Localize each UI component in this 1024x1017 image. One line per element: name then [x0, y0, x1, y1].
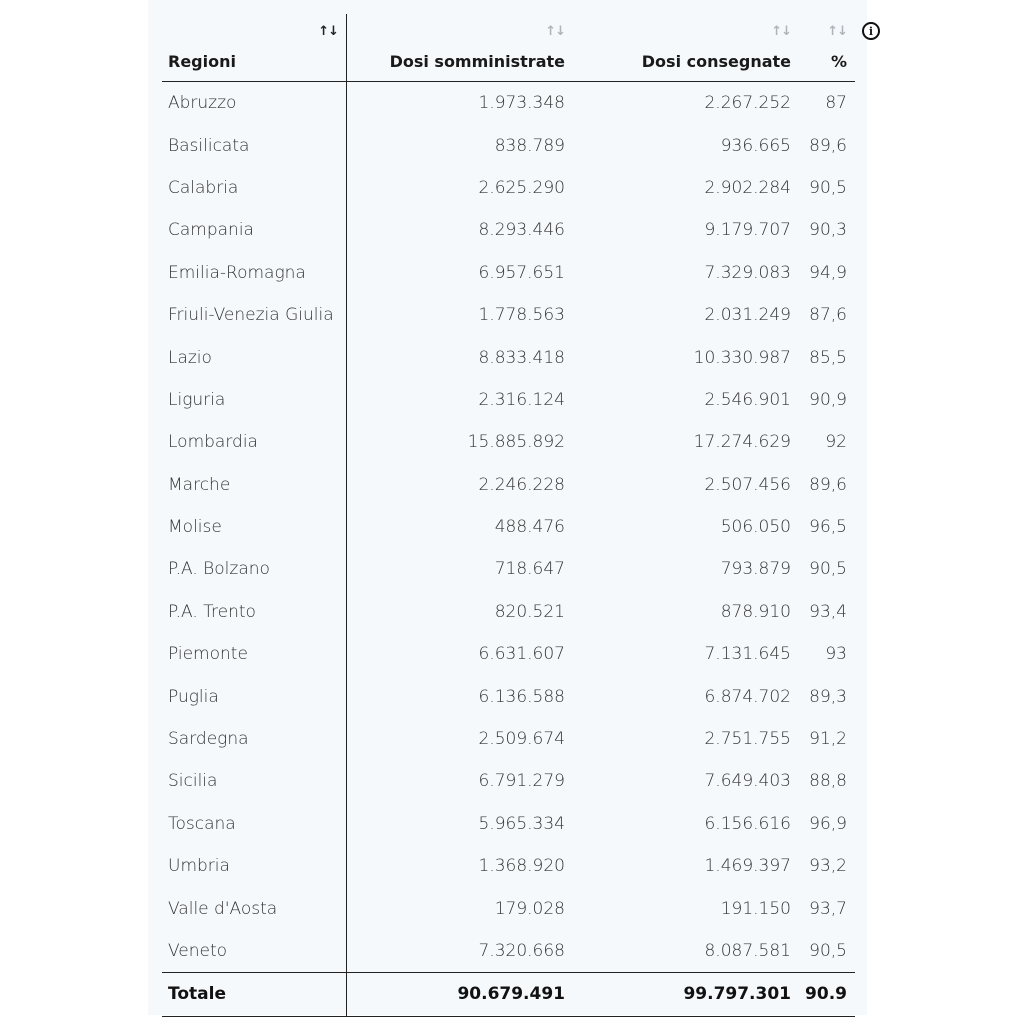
cell-percent: 92	[825, 432, 847, 453]
cell-percent: 87	[825, 93, 847, 114]
cell-consegnate: 2.267.252	[704, 93, 791, 114]
cell-consegnate: 7.649.403	[704, 771, 791, 792]
cell-region: Toscana	[162, 803, 347, 845]
vaccine-doses-table	[162, 14, 855, 1017]
cell-somministrate: 7.320.668	[478, 941, 565, 961]
cell-percent: 91,2	[809, 729, 847, 750]
table-row	[162, 760, 855, 802]
cell-region: Valle d'Aosta	[162, 887, 347, 929]
info-icon[interactable]: i	[862, 22, 880, 40]
cell-somministrate: 90.679.491	[347, 973, 574, 1016]
cell-somministrate: 6.957.651	[478, 262, 565, 283]
table-row	[162, 421, 855, 463]
cell-consegnate: 9.179.707	[704, 220, 791, 241]
header-regioni-label: Regioni	[168, 52, 236, 71]
cell-percent: 90,9	[809, 389, 847, 410]
table-row	[162, 803, 855, 845]
cell-somministrate: 488.476	[494, 517, 565, 538]
cell-somministrate: 1.973.348	[478, 93, 565, 114]
cell-somministrate: 6.631.607	[478, 644, 565, 665]
cell-consegnate: 10.330.987	[693, 347, 791, 368]
cell-region: P.A. Trento	[162, 591, 347, 633]
cell-region: P.A. Bolzano	[162, 548, 347, 590]
table-row	[162, 167, 855, 209]
cell-consegnate: 2.507.456	[704, 474, 791, 495]
cell-percent: 89,6	[809, 474, 847, 495]
cell-somministrate: 6.791.279	[478, 771, 565, 792]
cell-somministrate: 718.647	[494, 559, 565, 580]
cell-percent: 87,6	[809, 305, 847, 326]
cell-consegnate: 936.665	[720, 135, 791, 156]
cell-consegnate: 99.797.301	[573, 973, 799, 1016]
cell-region: Piemonte	[162, 633, 347, 675]
header-percent-label: %	[830, 52, 847, 71]
cell-consegnate: 1.469.397	[704, 856, 791, 877]
header-percent[interactable]	[799, 14, 855, 82]
cell-region: Friuli-Venezia Giulia	[162, 294, 347, 336]
cell-region: Puglia	[162, 675, 347, 717]
table-row	[162, 464, 855, 506]
cell-region: Lombardia	[162, 421, 347, 463]
cell-consegnate: 2.902.284	[704, 177, 791, 198]
cell-percent: 85,5	[809, 347, 847, 368]
cell-percent: 96,9	[809, 813, 847, 834]
cell-somministrate: 15.885.892	[467, 432, 565, 453]
cell-region: Liguria	[162, 379, 347, 421]
header-somministrate-label: Dosi somministrate	[389, 52, 565, 71]
cell-consegnate: 2.751.755	[704, 729, 791, 750]
cell-somministrate: 2.625.290	[478, 177, 565, 198]
table-header-row	[162, 14, 855, 82]
table-total-row	[162, 973, 855, 1016]
cell-consegnate: 2.546.901	[704, 389, 791, 410]
header-regioni[interactable]	[162, 14, 347, 82]
table-row	[162, 718, 855, 760]
cell-region: Marche	[162, 464, 347, 506]
header-consegnate-label: Dosi consegnate	[641, 52, 791, 71]
table-row	[162, 633, 855, 675]
cell-region: Emilia-Romagna	[162, 252, 347, 294]
cell-region: Campania	[162, 209, 347, 251]
cell-percent: 90,5	[809, 559, 847, 580]
header-dosi-somministrate[interactable]	[347, 14, 574, 82]
cell-region: Molise	[162, 506, 347, 548]
cell-somministrate: 2.509.674	[478, 729, 565, 750]
table-row	[162, 548, 855, 590]
table-row	[162, 845, 855, 887]
cell-percent: 90.9	[799, 973, 855, 1016]
cell-region: Abruzzo	[162, 82, 347, 125]
table-row	[162, 930, 855, 973]
cell-somministrate: 5.965.334	[478, 813, 565, 834]
sort-icon-consegnate[interactable]: ↑↓	[771, 24, 791, 39]
cell-somministrate: 1.368.920	[478, 856, 565, 877]
table-row	[162, 336, 855, 378]
cell-consegnate: 6.156.616	[704, 813, 791, 834]
cell-percent: 93	[825, 644, 847, 665]
cell-percent: 93,7	[809, 898, 847, 919]
cell-consegnate: 793.879	[720, 559, 791, 580]
cell-region: Sicilia	[162, 760, 347, 802]
table-row	[162, 124, 855, 166]
cell-consegnate: 2.031.249	[704, 305, 791, 326]
cell-somministrate: 8.293.446	[478, 220, 565, 241]
table-row	[162, 887, 855, 929]
cell-consegnate: 6.874.702	[704, 686, 791, 707]
table-body	[162, 82, 855, 1017]
header-dosi-consegnate[interactable]	[573, 14, 799, 82]
cell-somministrate: 838.789	[494, 135, 565, 156]
table-row	[162, 675, 855, 717]
table-row	[162, 82, 855, 125]
cell-region: Lazio	[162, 336, 347, 378]
table-row	[162, 506, 855, 548]
sort-icon-somministrate[interactable]: ↑↓	[545, 24, 565, 39]
table-row	[162, 379, 855, 421]
cell-somministrate: 2.246.228	[478, 474, 565, 495]
cell-percent: 94,9	[809, 262, 847, 283]
cell-somministrate: 6.136.588	[478, 686, 565, 707]
cell-somministrate: 1.778.563	[478, 305, 565, 326]
cell-percent: 90,3	[809, 220, 847, 241]
table-row	[162, 294, 855, 336]
cell-consegnate: 191.150	[720, 898, 791, 919]
cell-percent: 90,5	[809, 177, 847, 198]
cell-percent: 93,2	[809, 856, 847, 877]
cell-percent: 89,6	[809, 135, 847, 156]
cell-region: Veneto	[162, 930, 347, 973]
cell-somministrate: 2.316.124	[478, 389, 565, 410]
cell-consegnate: 506.050	[720, 517, 791, 538]
cell-region: Calabria	[162, 167, 347, 209]
table-row	[162, 591, 855, 633]
cell-percent: 89,3	[809, 686, 847, 707]
cell-consegnate: 7.329.083	[704, 262, 791, 283]
cell-percent: 96,5	[809, 517, 847, 538]
sort-icon-regioni[interactable]: ↑↓	[318, 24, 338, 39]
table-row	[162, 209, 855, 251]
cell-percent: 88,8	[809, 771, 847, 792]
cell-consegnate: 8.087.581	[704, 941, 791, 961]
table-row	[162, 252, 855, 294]
cell-region: Umbria	[162, 845, 347, 887]
cell-consegnate: 7.131.645	[704, 644, 791, 665]
sort-icon-percent[interactable]: ↑↓	[827, 24, 847, 39]
cell-region: Totale	[162, 973, 347, 1016]
cell-somministrate: 820.521	[494, 601, 565, 622]
cell-region: Basilicata	[162, 124, 347, 166]
cell-region: Sardegna	[162, 718, 347, 760]
cell-percent: 90,5	[809, 941, 847, 961]
cell-somministrate: 179.028	[494, 898, 565, 919]
cell-consegnate: 17.274.629	[693, 432, 791, 453]
cell-percent: 93,4	[809, 601, 847, 622]
cell-somministrate: 8.833.418	[478, 347, 565, 368]
cell-consegnate: 878.910	[720, 601, 791, 622]
